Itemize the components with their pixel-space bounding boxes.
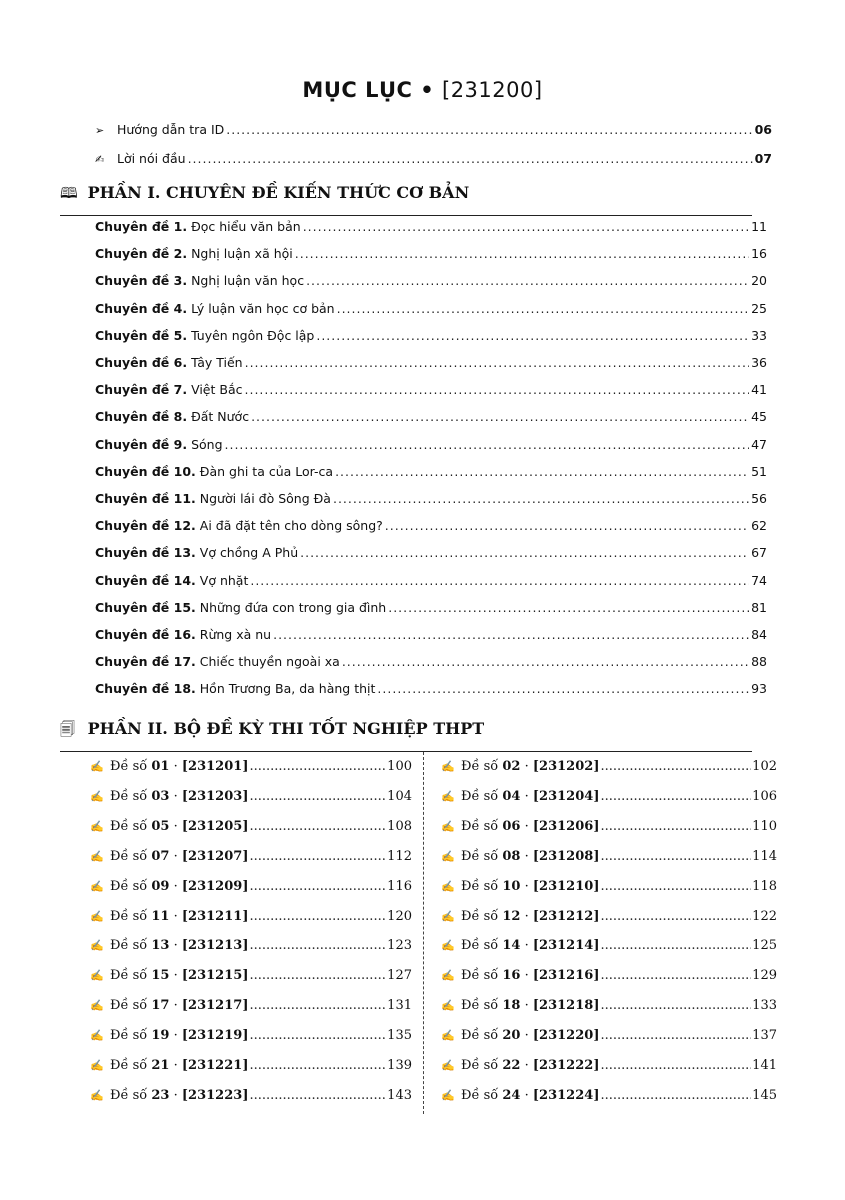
exam-prefix: Đề số <box>110 1087 148 1103</box>
dot-leader <box>226 122 752 137</box>
section-heading-part1 <box>60 183 752 216</box>
dot-leader <box>303 219 749 234</box>
exam-prefix: Đề số <box>110 1058 148 1073</box>
dot-leader <box>316 328 749 343</box>
toc-entry-page: 33 <box>751 327 767 343</box>
exam-number: 12 <box>502 908 521 924</box>
exam-code: [231208] <box>532 848 600 864</box>
pen-icon: ✍ <box>90 879 104 893</box>
pen-icon: ✍ <box>441 1029 455 1043</box>
toc-entry-exam[interactable]: ✍ Đề số 08 · [231208] ..... 114 <box>441 849 777 864</box>
toc-entry-page: 123 <box>387 938 412 954</box>
topic-number: Chuyên đề 16. <box>95 627 196 642</box>
topic-number: Chuyên đề 4. <box>95 300 188 316</box>
exam-number: 23 <box>151 1087 170 1103</box>
toc-entry-page: 139 <box>387 1058 412 1073</box>
exam-prefix: Đề số <box>461 848 499 864</box>
exam-prefix: Đề số <box>461 908 499 924</box>
toc-entry-exam[interactable]: ✍ Đề số 05 · [231205] ..... 108 <box>90 819 412 834</box>
dot-leader <box>306 273 749 288</box>
toc-entry-id-guide[interactable] <box>95 122 772 137</box>
toc-entry-foreword[interactable] <box>95 151 772 166</box>
toc-entry-topic[interactable] <box>95 491 767 506</box>
toc-entry-page: 131 <box>387 998 412 1014</box>
pen-icon: ✍ <box>90 999 104 1013</box>
dot-leader <box>335 464 749 479</box>
topic-title: Ai đã đặt tên cho dòng sông? <box>199 518 383 534</box>
toc-entry-page: 114 <box>752 848 777 864</box>
exam-code: [231219] <box>181 1028 249 1044</box>
toc-entry-page: 41 <box>751 382 767 398</box>
dot-leader <box>249 1058 386 1073</box>
topic-number: Chuyên đề 3. <box>95 273 188 289</box>
dot-leader <box>249 1028 386 1043</box>
dot-leader <box>342 654 749 669</box>
toc-entry-page: 102 <box>752 759 777 774</box>
toc-entry-exam[interactable]: ✍ Đề số 16 · [231216] ..... 129 <box>441 968 777 983</box>
exam-number: 17 <box>151 998 170 1014</box>
pen-icon: ✍ <box>90 1029 104 1043</box>
dot-leader <box>249 968 386 983</box>
exam-prefix: Đề số <box>110 998 148 1014</box>
exam-code: [231222] <box>532 1058 600 1073</box>
topic-number: Chuyên đề 14. <box>95 572 196 588</box>
dot-leader <box>600 879 751 894</box>
topic-title: Lý luận văn học cơ bản <box>191 300 335 316</box>
topic-title: Đàn ghi ta của Lor-ca <box>199 463 334 479</box>
pen-icon: ✍ <box>95 153 105 166</box>
dot-leader <box>249 819 386 834</box>
toc-entry-page: 118 <box>752 878 777 894</box>
toc-entry-exam[interactable]: ✍ Đề số 20 · [231220] ..... 137 <box>441 1028 777 1043</box>
topic-title: Nghị luận văn học <box>191 273 305 289</box>
exam-number: 20 <box>502 1028 521 1044</box>
toc-entry-page: 36 <box>751 355 767 370</box>
pen-icon: ✍ <box>441 849 455 863</box>
dot-leader <box>249 879 386 894</box>
document-stack-icon: 🗐 <box>60 720 75 738</box>
dot-leader <box>377 681 749 696</box>
toc-entry-exam[interactable]: ✍ Đề số 24 · [231224] ..... 145 <box>441 1088 777 1103</box>
toc-entry-exam[interactable]: ✍ Đề số 11 · [231211] ..... 120 <box>90 909 412 924</box>
toc-entry-page: 11 <box>751 219 767 234</box>
topic-title: Hồn Trương Ba, da hàng thịt <box>199 681 376 697</box>
dot-leader <box>249 849 386 864</box>
toc-entry-topic[interactable] <box>95 654 767 669</box>
toc-entry-exam[interactable]: ✍ Đề số 09 · [231209] ..... 116 <box>90 879 412 894</box>
section-heading-text: PHẦN I. CHUYÊN ĐỀ KIẾN THỨC CƠ BẢN <box>87 183 470 202</box>
toc-entry-label: Hướng dẫn tra ID <box>116 122 225 137</box>
exam-number: 04 <box>502 788 521 804</box>
toc-entry-page: 145 <box>752 1087 777 1103</box>
topic-number: Chuyên đề 1. <box>95 219 188 234</box>
toc-entry-label: Lời nói đầu <box>116 151 186 166</box>
pen-icon: ✍ <box>90 939 104 953</box>
topic-title: Chiếc thuyền ngoài xa <box>199 654 340 670</box>
dot-leader <box>300 545 749 560</box>
pen-icon: ✍ <box>441 789 455 803</box>
dot-leader <box>249 938 386 953</box>
dot-leader <box>251 409 749 424</box>
toc-entry-exam[interactable]: ✍ Đề số 02 · [231202] ..... 102 <box>441 759 777 774</box>
toc-entry-topic[interactable] <box>95 301 767 316</box>
topic-title: Người lái đò Sông Đà <box>199 491 331 506</box>
pen-icon: ✍ <box>90 819 104 833</box>
topic-number: Chuyên đề 10. <box>95 463 196 479</box>
toc-entry-topic[interactable] <box>95 382 767 397</box>
toc-entry-exam[interactable]: ✍ Đề số 06 · [231206] ..... 110 <box>441 819 777 834</box>
open-book-icon: 🕮 <box>60 184 78 202</box>
dot-leader <box>333 491 749 506</box>
page-title-text: MỤC LỤC • <box>302 78 435 102</box>
toc-entry-page: 141 <box>752 1058 777 1073</box>
topic-title: Vợ nhặt <box>199 572 249 588</box>
topic-number: Chuyên đề 6. <box>95 355 188 370</box>
exam-number: 02 <box>502 759 521 774</box>
toc-entry-page: 56 <box>751 491 767 506</box>
topic-number: Chuyên đề 13. <box>95 545 196 561</box>
pen-icon: ✍ <box>441 1088 455 1102</box>
topic-title: Đọc hiểu văn bản <box>191 219 301 234</box>
dot-leader <box>295 246 749 261</box>
toc-entry-page: 74 <box>751 572 767 588</box>
toc-entry-exam[interactable]: ✍ Đề số 23 · [231223] ..... 143 <box>90 1088 412 1103</box>
toc-entry-page: 45 <box>751 409 767 425</box>
exam-number: 03 <box>151 788 170 804</box>
topic-title: Sóng <box>191 436 223 452</box>
pen-icon: ✍ <box>441 879 455 893</box>
exam-number: 24 <box>502 1087 521 1103</box>
topic-title: Tây Tiến <box>191 355 243 370</box>
toc-entry-exam[interactable]: ✍ Đề số 19 · [231219] ..... 135 <box>90 1028 412 1043</box>
topic-number: Chuyên đề 9. <box>95 436 188 452</box>
toc-entry-page: 120 <box>387 908 412 924</box>
exam-prefix: Đề số <box>461 788 499 804</box>
dot-leader <box>385 518 749 533</box>
toc-entry-page: 67 <box>751 545 767 561</box>
exam-code: [231217] <box>181 998 249 1014</box>
exam-prefix: Đề số <box>110 1028 148 1044</box>
topic-number: Chuyên đề 18. <box>95 681 196 697</box>
pen-icon: ✍ <box>90 849 104 863</box>
toc-entry-page: 16 <box>751 246 767 262</box>
toc-entry-page: 07 <box>754 151 772 166</box>
exam-prefix: Đề số <box>110 968 148 984</box>
dot-leader <box>249 1088 386 1103</box>
toc-entry-exam[interactable]: ✍ Đề số 15 · [231215] ..... 127 <box>90 968 412 983</box>
exam-prefix: Đề số <box>461 1028 499 1044</box>
exam-prefix: Đề số <box>461 1058 499 1073</box>
toc-entry-topic[interactable] <box>95 545 767 560</box>
exam-prefix: Đề số <box>461 998 499 1014</box>
dot-leader <box>600 968 751 983</box>
dot-leader <box>188 151 753 166</box>
toc-entry-page: 06 <box>754 122 772 137</box>
toc-entry-page: 62 <box>751 518 767 534</box>
pen-icon: ✍ <box>441 969 455 983</box>
toc-entry-page: 20 <box>751 273 767 289</box>
exam-code: [231211] <box>181 908 249 924</box>
dot-leader <box>600 819 751 834</box>
dot-leader <box>600 909 751 924</box>
dot-leader <box>600 789 751 804</box>
pen-icon: ✍ <box>90 1059 104 1072</box>
exam-number: 01 <box>151 759 170 774</box>
toc-entry-topic[interactable] <box>95 328 767 343</box>
exam-prefix: Đề số <box>110 938 148 954</box>
dot-leader <box>245 355 749 370</box>
exam-number: 05 <box>151 818 170 834</box>
toc-entry-exam[interactable]: ✍ Đề số 07 · [231207] ..... 112 <box>90 849 412 864</box>
pen-icon: ✍ <box>441 999 455 1013</box>
topic-title: Tuyên ngôn Độc lập <box>191 327 315 343</box>
topic-number: Chuyên đề 2. <box>95 246 188 262</box>
exam-number: 13 <box>151 938 170 954</box>
dot-leader <box>600 759 751 774</box>
pen-icon: ✍ <box>90 909 104 923</box>
exam-prefix: Đề số <box>110 878 148 894</box>
toc-entry-topic[interactable] <box>95 437 767 452</box>
toc-entry-exam[interactable]: ✍ Đề số 03 · [231203] ..... 104 <box>90 789 412 804</box>
pen-icon: ✍ <box>90 760 104 773</box>
toc-entry-page: 110 <box>752 818 777 834</box>
topic-number: Chuyên đề 15. <box>95 599 196 615</box>
exam-number: 14 <box>502 938 521 954</box>
exam-code: [231215] <box>181 968 249 984</box>
exam-prefix: Đề số <box>110 848 148 864</box>
exam-prefix: Đề số <box>110 788 148 804</box>
exam-prefix: Đề số <box>110 818 148 834</box>
dot-leader <box>250 573 749 588</box>
dot-leader <box>225 437 750 452</box>
toc-entry-page: 125 <box>752 938 777 954</box>
topic-number: Chuyên đề 7. <box>95 382 188 398</box>
dot-leader <box>249 998 386 1013</box>
exam-code: [231214] <box>532 938 600 954</box>
toc-entry-page: 88 <box>751 654 767 670</box>
exam-code: [231221] <box>181 1058 249 1073</box>
exam-prefix: Đề số <box>461 759 499 774</box>
toc-entry-topic[interactable] <box>95 355 767 370</box>
dot-leader <box>273 627 749 642</box>
exam-number: 10 <box>502 878 521 894</box>
column-divider <box>423 752 424 1114</box>
toc-entry-topic[interactable] <box>95 219 767 234</box>
toc-entry-page: 108 <box>387 818 412 834</box>
pen-icon: ✍ <box>441 760 455 773</box>
exam-number: 06 <box>502 818 521 834</box>
topic-title: Đất Nước <box>191 409 250 425</box>
exam-prefix: Đề số <box>461 818 499 834</box>
dot-leader <box>600 1058 751 1073</box>
dot-leader <box>600 1028 751 1043</box>
page-title <box>0 78 845 102</box>
pointer-arrow-icon: ➢ <box>95 124 105 137</box>
exam-number: 07 <box>151 848 170 864</box>
toc-entry-exam[interactable]: ✍ Đề số 12 · [231212] ..... 122 <box>441 909 777 924</box>
toc-entry-exam[interactable]: ✍ Đề số 04 · [231204] ..... 106 <box>441 789 777 804</box>
exam-number: 15 <box>151 968 170 984</box>
exam-prefix: Đề số <box>110 908 148 924</box>
dot-leader <box>600 849 751 864</box>
exam-prefix: Đề số <box>461 938 499 954</box>
toc-entry-topic[interactable] <box>95 518 767 533</box>
toc-entry-topic[interactable] <box>95 409 767 424</box>
toc-entry-page: 129 <box>752 968 777 984</box>
pen-icon: ✍ <box>441 1059 455 1072</box>
toc-entry-page: 135 <box>387 1028 412 1044</box>
exam-code: [231209] <box>181 878 249 894</box>
exam-code: [231205] <box>181 818 249 834</box>
exam-code: [231216] <box>532 968 600 984</box>
toc-entry-page: 127 <box>387 968 412 984</box>
dot-leader <box>249 789 386 804</box>
toc-entry-exam[interactable]: ✍ Đề số 10 · [231210] ..... 118 <box>441 879 777 894</box>
toc-entry-exam[interactable]: ✍ Đề số 17 · [231217] ..... 131 <box>90 998 412 1013</box>
exam-number: 11 <box>151 908 170 924</box>
toc-entry-exam[interactable]: ✍ Đề số 18 · [231218] ..... 133 <box>441 998 777 1013</box>
topic-number: Chuyên đề 12. <box>95 518 196 534</box>
toc-entry-exam[interactable]: ✍ Đề số 01 · [231201] ..... 100 <box>90 759 412 774</box>
exam-prefix: Đề số <box>461 968 499 984</box>
dot-leader <box>600 998 751 1013</box>
exam-prefix: Đề số <box>110 759 148 774</box>
exam-code: [231212] <box>532 908 600 924</box>
toc-entry-exam[interactable]: ✍ Đề số 21 · [231221] ..... 139 <box>90 1058 412 1073</box>
toc-entry-page: 104 <box>387 788 412 804</box>
exam-number: 22 <box>502 1058 521 1073</box>
exam-code: [231210] <box>532 878 600 894</box>
toc-entry-topic[interactable] <box>95 627 767 642</box>
pen-icon: ✍ <box>441 819 455 833</box>
exam-code: [231220] <box>532 1028 600 1044</box>
toc-entry-topic[interactable] <box>95 273 767 288</box>
toc-entry-exam[interactable]: ✍ Đề số 13 · [231213] ..... 123 <box>90 938 412 953</box>
exam-code: [231201] <box>181 759 249 774</box>
toc-entry-exam[interactable]: ✍ Đề số 14 · [231214] ..... 125 <box>441 938 777 953</box>
toc-entry-page: 106 <box>752 788 777 804</box>
exam-number: 09 <box>151 878 170 894</box>
toc-entry-page: 116 <box>387 878 412 894</box>
exam-code: [231204] <box>532 788 600 804</box>
exam-code: [231206] <box>532 818 600 834</box>
exam-code: [231223] <box>181 1087 249 1103</box>
toc-entry-topic[interactable] <box>95 681 767 696</box>
toc-entry-topic[interactable] <box>95 600 767 615</box>
section-heading-text: PHẦN II. BỘ ĐỀ KỲ THI TỐT NGHIỆP THPT <box>87 719 485 738</box>
exam-number: 08 <box>502 848 521 864</box>
dot-leader <box>245 382 750 397</box>
toc-entry-page: 137 <box>752 1028 777 1044</box>
exam-code: [231218] <box>532 998 600 1014</box>
exam-code: [231224] <box>532 1087 600 1103</box>
topic-title: Vợ chồng A Phủ <box>199 545 299 561</box>
topic-title: Việt Bắc <box>191 382 243 398</box>
topic-number: Chuyên đề 5. <box>95 327 188 343</box>
toc-entry-page: 143 <box>387 1087 412 1103</box>
page-title-id: [231200] <box>442 78 543 102</box>
exam-number: 21 <box>151 1058 170 1073</box>
dot-leader <box>249 909 386 924</box>
toc-entry-page: 112 <box>387 848 412 864</box>
toc-entry-page: 122 <box>752 908 777 924</box>
toc-entry-topic[interactable] <box>95 573 767 588</box>
exam-prefix: Đề số <box>461 1087 499 1103</box>
toc-entry-page: 84 <box>751 627 767 642</box>
toc-entry-page: 81 <box>751 599 767 615</box>
toc-entry-exam[interactable]: ✍ Đề số 22 · [231222] ..... 141 <box>441 1058 777 1073</box>
toc-entry-page: 51 <box>751 463 767 479</box>
pen-icon: ✍ <box>441 909 455 923</box>
dot-leader <box>249 759 386 774</box>
toc-entry-topic[interactable] <box>95 464 767 479</box>
dot-leader <box>600 938 751 953</box>
exam-number: 18 <box>502 998 521 1014</box>
topic-title: Những đứa con trong gia đình <box>199 599 387 615</box>
toc-entry-page: 133 <box>752 998 777 1014</box>
toc-entry-page: 100 <box>387 759 412 774</box>
exam-prefix: Đề số <box>461 878 499 894</box>
topic-title: Nghị luận xã hội <box>191 246 293 262</box>
topic-number: Chuyên đề 11. <box>95 491 196 506</box>
exam-number: 19 <box>151 1028 170 1044</box>
toc-entry-page: 25 <box>751 300 767 316</box>
topic-number: Chuyên đề 17. <box>95 654 196 670</box>
toc-entry-page: 47 <box>751 436 767 452</box>
pen-icon: ✍ <box>90 1088 104 1102</box>
exam-code: [231203] <box>181 788 249 804</box>
toc-entry-topic[interactable] <box>95 246 767 261</box>
dot-leader <box>388 600 749 615</box>
dot-leader <box>337 301 750 316</box>
section-heading-part2 <box>60 719 752 752</box>
exam-code: [231213] <box>181 938 249 954</box>
pen-icon: ✍ <box>90 789 104 803</box>
exam-code: [231202] <box>532 759 600 774</box>
exam-number: 16 <box>502 968 521 984</box>
topic-number: Chuyên đề 8. <box>95 409 188 425</box>
dot-leader <box>600 1088 751 1103</box>
topic-title: Rừng xà nu <box>199 627 272 642</box>
toc-entry-page: 93 <box>751 681 767 697</box>
exam-code: [231207] <box>181 848 249 864</box>
pen-icon: ✍ <box>441 939 455 953</box>
pen-icon: ✍ <box>90 969 104 983</box>
